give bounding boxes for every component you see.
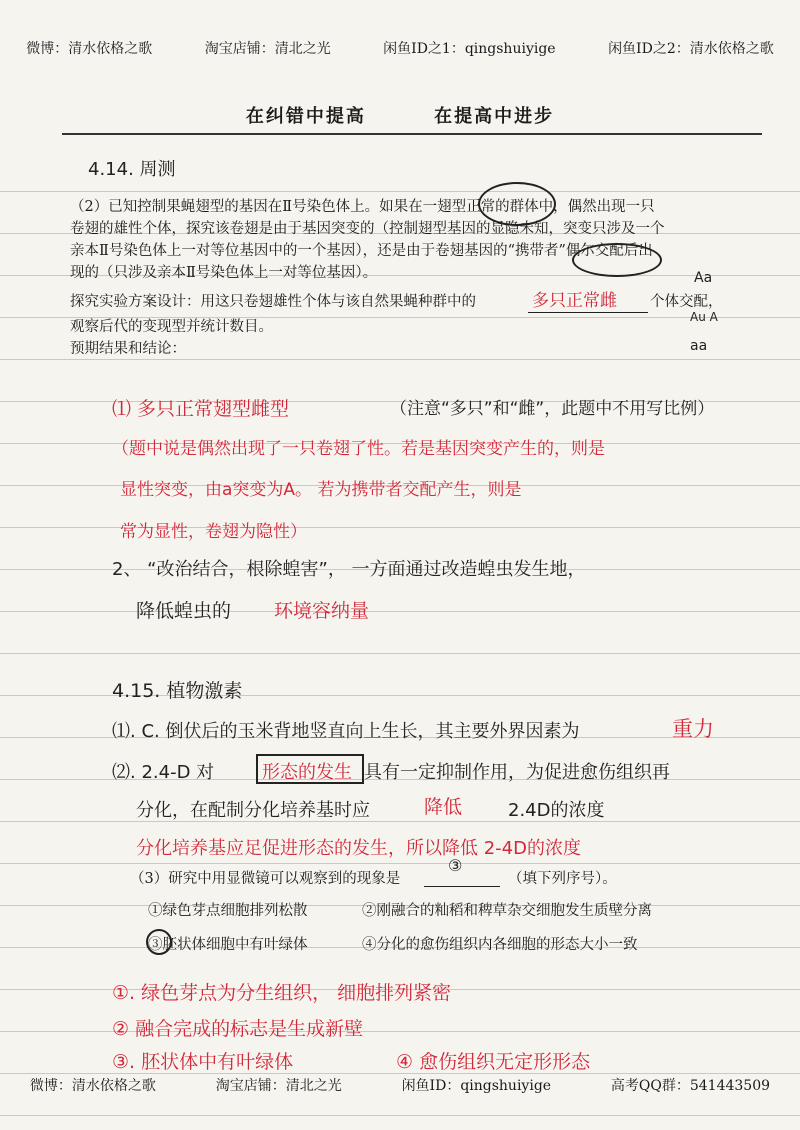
answer-line-3: 显性突变，由a突变为A。 若为携带者交配产生，则是 bbox=[120, 480, 522, 500]
option-4: ④分化的愈伤组织内各细胞的形态大小一致 bbox=[362, 937, 638, 953]
fill-answer: 多只正常雌 bbox=[532, 291, 617, 311]
answer-line-6a: 降低蝗虫的 bbox=[136, 600, 232, 622]
s2-answer-2-box: 形态的发生 bbox=[262, 762, 352, 783]
question-line-2: 卷翅的雄性个体，探究该卷翅是由于基因突变的（控制翅型基因的显隐未知，突变只涉及一个 bbox=[70, 221, 665, 237]
s2-answer-1: ⑴. C. 倒伏后的玉米背地竖直向上生长，其主要外界因素为 bbox=[112, 721, 580, 742]
side-mark-2: Au A bbox=[690, 310, 718, 324]
s2-answer-1-red: 重力 bbox=[672, 717, 714, 741]
page-banner bbox=[0, 102, 800, 128]
footer-qq: 高考QQ群：541443509 bbox=[610, 1078, 771, 1094]
banner-rule bbox=[62, 133, 762, 135]
section2-date: 4.15. 植物激素 bbox=[112, 680, 243, 702]
answer-line-5: 2、 “改治结合，根除蝗害”， 一方面通过改造蝗虫发生地， bbox=[112, 559, 586, 580]
s2-answer-3a: 分化，在配制分化培养基时应 bbox=[136, 800, 370, 821]
banner-right: 在提高中进步 bbox=[434, 106, 555, 127]
top-header bbox=[0, 38, 800, 58]
ink-circle-option3 bbox=[146, 929, 172, 955]
footer-taobao: 淘宝店铺：清北之光 bbox=[215, 1078, 342, 1094]
question-line-6: 观察后代的变现型并统计数目。 bbox=[70, 319, 273, 335]
reason-3: ③. 胚状体中有叶绿体 bbox=[112, 1051, 294, 1073]
s2-answer-4: 分化培养基应足促进形态的发生，所以降低 2-4D的浓度 bbox=[136, 838, 581, 859]
bottom-footer bbox=[0, 1075, 800, 1095]
fill-blank-line bbox=[528, 312, 648, 313]
question-line-7: 预期结果和结论： bbox=[70, 341, 186, 357]
s2-answer-3-red: 降低 bbox=[424, 796, 463, 818]
footer-xianyu: 闲鱼ID：qingshuiyige bbox=[401, 1078, 552, 1094]
s2-answer-2b: 具有一定抑制作用，为促进愈伤组织再 bbox=[364, 762, 670, 783]
header-weibo: 微博：清水依格之歌 bbox=[26, 41, 153, 57]
reason-1: ①. 绿色芽点为分生组织， 细胞排列紧密 bbox=[112, 982, 452, 1004]
question-line-4: 现的（只涉及亲本Ⅱ号染色体上一对等位基因）。 bbox=[70, 265, 378, 281]
header-xianyu2: 闲鱼ID之2：清水依格之歌 bbox=[608, 41, 774, 57]
question-line-5b: 个体交配， bbox=[650, 294, 723, 310]
side-mark-1: Aa bbox=[694, 270, 713, 286]
s2-answer-3b: 2.4D的浓度 bbox=[508, 800, 605, 821]
ink-circle-normal bbox=[478, 182, 556, 226]
question-3-tail: （填下列序号）。 bbox=[508, 871, 617, 887]
question-line-5: 探究实验方案设计：用这只卷翅雄性个体与该自然果蝇种群中的 bbox=[70, 294, 476, 310]
header-xianyu1: 闲鱼ID之1：qingshuiyige bbox=[383, 41, 556, 57]
header-taobao: 淘宝店铺：清北之光 bbox=[204, 41, 331, 57]
answer-line-6b: 环境容纳量 bbox=[274, 600, 370, 622]
q3-blank-line bbox=[424, 886, 500, 887]
question-3-fill: ③ bbox=[448, 856, 463, 875]
s2-answer-2a: ⑵. 2.4-D 对 bbox=[112, 762, 215, 783]
footer-weibo: 微博：清水依格之歌 bbox=[29, 1078, 156, 1094]
option-1: ①绿色芽点细胞排列松散 bbox=[148, 903, 308, 919]
question-line-3: 亲本Ⅱ号染色体上一对等位基因中的一个基因），还是由于卷翅基因的“携带者”偶尔交配后出 bbox=[70, 243, 653, 259]
banner-left: 在纠错中提高 bbox=[245, 106, 366, 127]
reason-2: ② 融合完成的标志是生成新壁 bbox=[112, 1018, 364, 1040]
answer-line-1: ⑴ 多只正常翅型雌型 bbox=[112, 398, 290, 420]
answer-line-4: 常为显性，卷翅为隐性） bbox=[120, 522, 307, 542]
ink-circle-carrier bbox=[572, 243, 662, 277]
side-mark-3: aa bbox=[690, 338, 708, 354]
answer-note: （注意“多只”和“雌”，此题中不用写比例） bbox=[390, 399, 715, 419]
option-2: ②刚融合的籼稻和稗草杂交细胞发生质壁分离 bbox=[362, 903, 652, 919]
question-3: （3）研究中用显微镜可以观察到的现象是 bbox=[130, 871, 401, 887]
section1-date: 4.14. 周测 bbox=[88, 159, 176, 180]
option-3: ③胚状体细胞中有叶绿体 bbox=[148, 937, 308, 953]
question-line-1: （2）已知控制果蝇翅型的基因在Ⅱ号染色体上。如果在一翅型正常的群体中，偶然出现一只 bbox=[70, 199, 655, 215]
reason-4: ④ 愈伤组织无定形形态 bbox=[396, 1051, 591, 1073]
answer-line-2: （题中说是偶然出现了一只卷翅了性。若是基因突变产生的，则是 bbox=[112, 439, 605, 459]
